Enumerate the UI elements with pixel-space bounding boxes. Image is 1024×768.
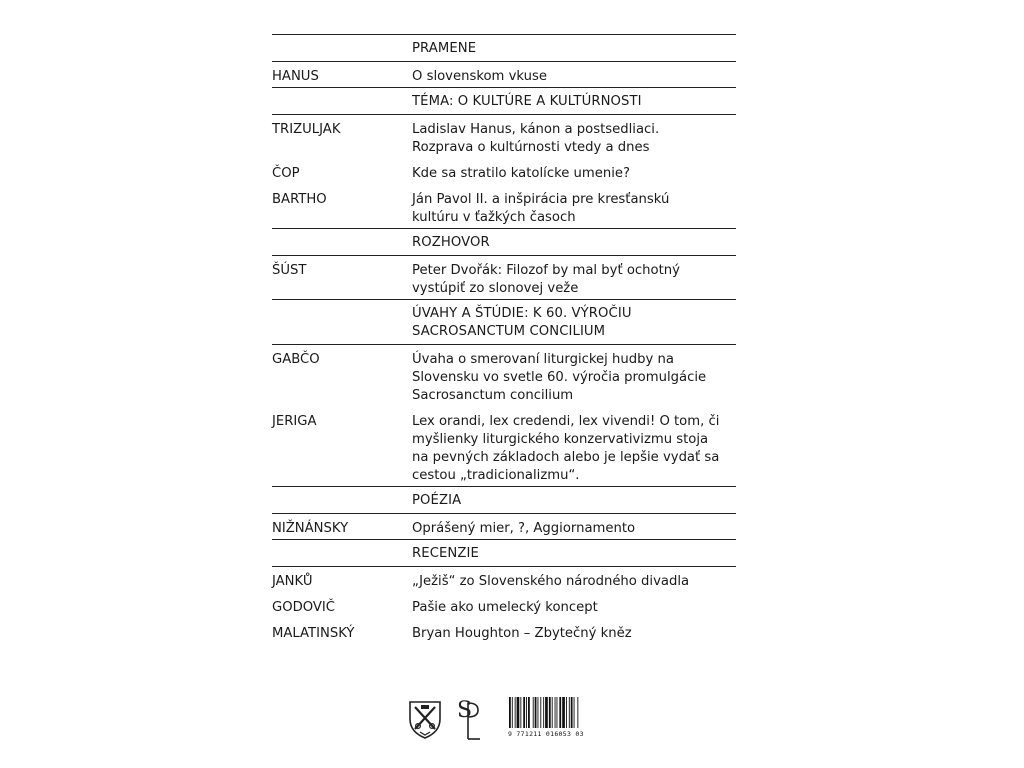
barcode-bar	[509, 697, 511, 728]
entry-title: Peter Dvořák: Filozof by mal byť ochotný vystúpiť zo slonovej veže	[412, 263, 680, 296]
barcode-bar	[571, 697, 573, 728]
barcode-bar	[535, 697, 537, 728]
barcode-bar	[526, 697, 527, 728]
entry-title: Oprášený mier, ?, Aggiornamento	[412, 521, 636, 536]
toc-entry	[272, 185, 736, 229]
toc-entry	[272, 345, 736, 407]
barcode-bar	[515, 697, 516, 728]
spl-monogram-logo	[454, 697, 484, 741]
barcode-bar	[557, 697, 558, 728]
entry-title: O slovenskom vkuse	[412, 69, 547, 84]
entry-author: HANUS	[272, 69, 319, 84]
entry-title: Pašie ako umelecký koncept	[412, 600, 598, 615]
section-heading: ROZHOVOR	[272, 228, 736, 256]
section-heading: RECENZIE	[272, 539, 736, 567]
barcode-bar	[523, 697, 525, 728]
back-cover-footer	[408, 697, 608, 741]
barcode-bar	[517, 697, 520, 728]
toc-entry	[272, 407, 736, 487]
entry-author: ŠÚST	[272, 263, 307, 278]
toc-entry	[272, 619, 736, 645]
barcode-bar	[569, 697, 570, 728]
barcode-bar	[555, 697, 556, 728]
barcode-bar	[549, 697, 551, 728]
barcode-digits: 9 771211 016053 03	[508, 730, 584, 738]
toc-entry	[272, 62, 736, 88]
barcode-bar	[543, 697, 544, 728]
toc-entry	[272, 593, 736, 619]
toc-entry	[272, 514, 736, 540]
entry-author: JERIGA	[272, 414, 317, 429]
section-heading: POÉZIA	[272, 486, 736, 514]
barcode-bar	[545, 697, 548, 728]
barcode-bar	[562, 697, 565, 728]
barcode-bar	[574, 697, 575, 728]
barcode-bar	[528, 697, 530, 728]
barcode	[508, 697, 600, 730]
entry-author: ČOP	[272, 166, 300, 181]
section-heading: TÉMA: O KULTÚRE A KULTÚRNOSTI	[272, 87, 736, 115]
barcode-bar	[520, 697, 521, 728]
entry-author: BARTHO	[272, 192, 327, 207]
entry-author: GABČO	[272, 352, 320, 367]
entry-author: MALATINSKÝ	[272, 626, 355, 641]
entry-author: GODOVIČ	[272, 600, 336, 615]
table-of-contents	[272, 35, 736, 645]
toc-entry	[272, 159, 736, 185]
barcode-bar	[540, 697, 541, 728]
shield-crest-logo	[408, 699, 442, 739]
entry-title: Bryan Houghton – Zbytečný kněz	[412, 626, 632, 641]
toc-entry	[272, 567, 736, 593]
barcode-bar	[533, 697, 534, 728]
entry-title: Kde sa stratilo katolícke umenie?	[412, 166, 630, 181]
entry-author: NIŽNÁNSKY	[272, 521, 349, 536]
entry-title: Ján Pavol II. a inšpirácia pre kresťanskú kultúru v ťažkých časoch	[412, 192, 670, 225]
svg-text:S: S	[457, 698, 473, 723]
entry-title: Ladislav Hanus, kánon a postsedliaci. Rozprava o kultúrnosti vtedy a dnes	[412, 122, 660, 155]
entry-title: Úvaha o smerovaní liturgickej hudby na Slovensku vo svetle 60. výročia promulgácie Sacrosanctum concilium	[412, 352, 707, 403]
barcode-bar	[566, 697, 567, 728]
barcode-bar	[552, 697, 553, 728]
entry-author: TRIZULJAK	[272, 122, 341, 137]
entry-title: „Ježiš“ zo Slovenského národného divadla	[412, 574, 690, 589]
toc-entry	[272, 256, 736, 300]
section-heading: PRAMENE	[272, 34, 736, 62]
entry-author: JANKŮ	[272, 574, 313, 589]
section-heading: ÚVAHY A ŠTÚDIE: K 60. VÝROČIU SACROSANCTUM CONCILIUM	[272, 299, 736, 345]
barcode-bar	[577, 697, 578, 728]
entry-title: Lex orandi, lex credendi, lex vivendi! O tom, či myšlienky liturgického konzervativizmu stoja na pevných základoch alebo je lepšie vydať sa cestou „tradicionalizmu“.	[412, 414, 720, 483]
barcode-bar	[512, 697, 513, 728]
barcode-bar	[559, 697, 561, 728]
toc-entry	[272, 115, 736, 159]
barcode-bar	[538, 697, 539, 728]
